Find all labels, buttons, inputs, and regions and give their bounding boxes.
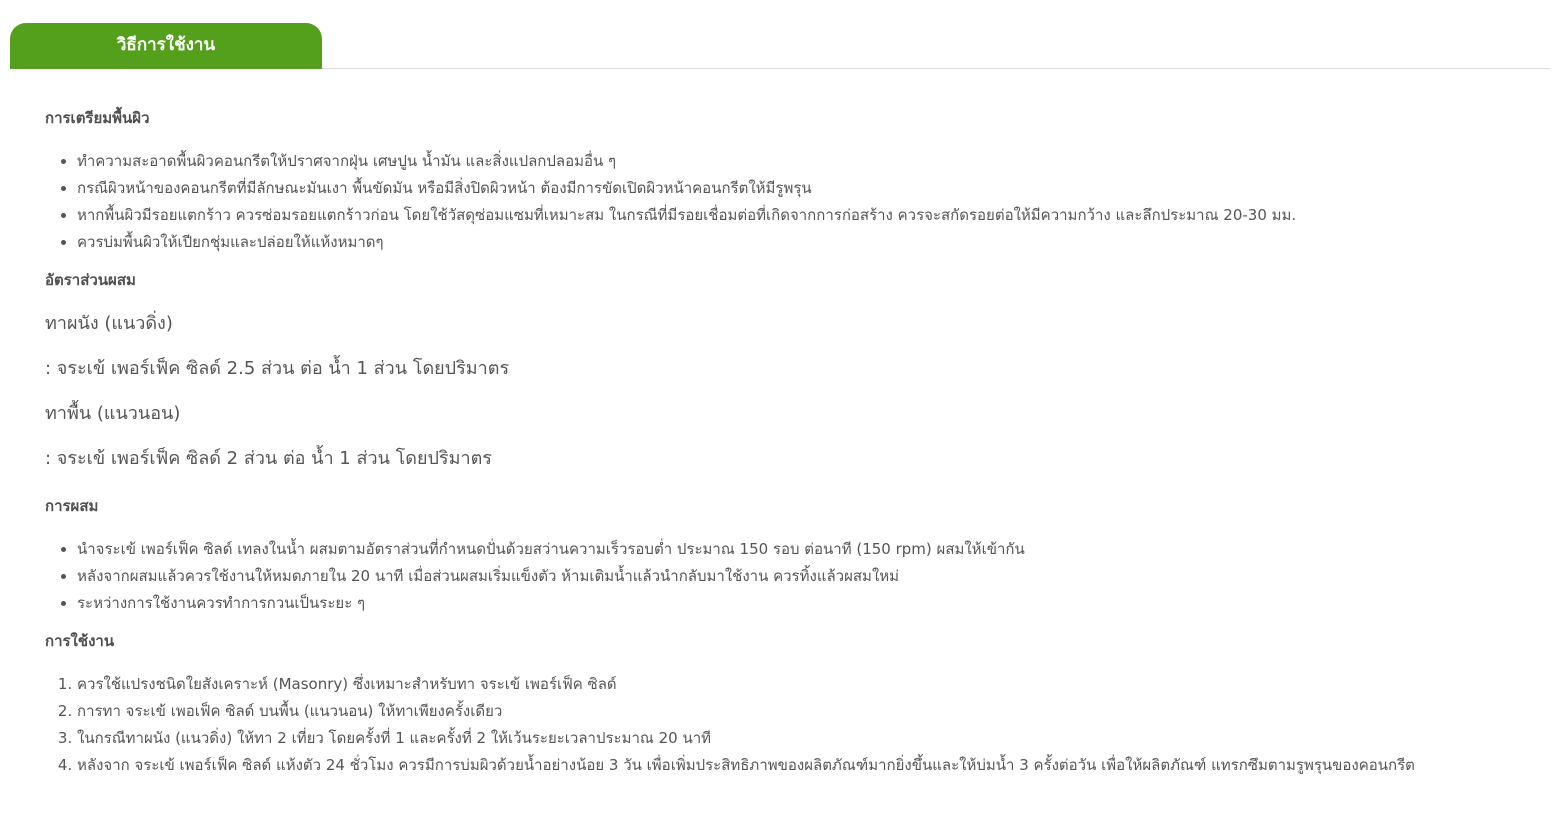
list-item: • หลังจากผสมแล้วควรใช้งานให้หมดภายใน 20 นาที เมื่อส่วนผสมเริ่มแข็งตัว ห้ามเติมน้ำแล้วนำกลับมาใช้งาน ควรทิ้งแล้วผสมใหม่ — [77, 563, 1525, 590]
content-panel — [45, 104, 1525, 779]
list-item: 3. ในกรณีทาผนัง (แนวดิ่ง) ให้ทา 2 เที่ยว โดยครั้งที่ 1 และครั้งที่ 2 ให้เว้นระยะเวลาประมาณ 20 นาที — [77, 725, 1525, 752]
wall-ratio: : จระเข้ เพอร์เฟ็ค ซิลด์ 2.5 ส่วน ต่อ น้ำ 1 ส่วน โดยปริมาตร — [45, 358, 510, 379]
list-item: • นำจระเข้ เพอร์เฟ็ค ซิลด์ เทลงในน้ำ ผสมตามอัตราส่วนที่กำหนดปั่นด้วยสว่านความเร็วรอบต่ำ ประมาณ 150 รอบ ต่อนาที (150 rpm) ผสมให้เข้ากัน — [77, 536, 1525, 563]
tab-bar — [10, 23, 1550, 69]
list-item: 4. หลังจาก จระเข้ เพอร์เฟ็ค ซิลด์ แห้งตัว 24 ชั่วโมง ควรมีการบ่มผิวด้วยน้ำอย่างน้อย 3 วัน เพื่อเพิ่มประสิทธิภาพของผลิตภัณฑ์มากยิ่งขึ้นและให้บ่มน้ำ 3 ครั้งต่อวัน เพื่อให้ผลิตภัณฑ์ แทรกซึมตามรูพรุนของคอนกรีต — [77, 752, 1525, 779]
list-item: • ระหว่างการใช้งานควรทำการกวนเป็นระยะ ๆ — [77, 590, 1525, 617]
list-item: • กรณีผิวหน้าของคอนกรีตที่มีลักษณะมันเงา พื้นขัดมัน หรือมีสิ่งปิดผิวหน้า ต้องมีการขัดเปิดผิวหน้าคอนกรีตให้มีรูพรุน — [77, 175, 1525, 202]
section-title-usage: การใช้งาน — [45, 632, 115, 650]
list-item: • หากพื้นผิวมีรอยแตกร้าว ควรซ่อมรอยแตกร้าวก่อน โดยใช้วัสดุซ่อมแซมที่เหมาะสม ในกรณีที่มีรอยเชื่อมต่อที่เกิดจากการก่อสร้าง ควรจะสกัดรอยต่อให้มีความกว้าง และลึกประมาณ 20-30 มม. — [77, 202, 1525, 229]
section-title-mixing: การผสม — [45, 497, 99, 515]
section-title-surface-prep: การเตรียมพื้นผิว — [45, 109, 150, 127]
list-item: • ควรบ่มพื้นผิวให้เปียกชุ่มและปล่อยให้แห้งหมาดๆ — [77, 229, 1525, 256]
list-item: 2. การทา จระเข้ เพอเฟ็ค ซิลด์ บนพื้น (แนวนอน) ให้ทาเพียงครั้งเดียว — [77, 698, 1525, 725]
surface-prep-list — [45, 148, 1525, 256]
wall-label: ทาผนัง (แนวดิ่ง) — [45, 313, 173, 334]
list-item: 1. ควรใช้แปรงชนิดใยสังเคราะห์ (Masonry) ซึ่งเหมาะสำหรับทา จระเข้ เพอร์เฟ็ค ซิลด์ — [77, 671, 1525, 698]
usage-list — [45, 671, 1525, 779]
list-item: • ทำความสะอาดพื้นผิวคอนกรีตให้ปราศจากฝุ่น เศษปูน น้ำมัน และสิ่งแปลกปลอมอื่น ๆ — [77, 148, 1525, 175]
floor-ratio: : จระเข้ เพอร์เฟ็ค ซิลด์ 2 ส่วน ต่อ น้ำ 1 ส่วน โดยปริมาตร — [45, 448, 492, 469]
mixing-list — [45, 536, 1525, 617]
tab-how-to-use[interactable]: วิธีการใช้งาน — [10, 23, 322, 69]
floor-label: ทาพื้น (แนวนอน) — [45, 403, 181, 424]
section-title-mix-ratio: อัตราส่วนผสม — [45, 271, 136, 289]
